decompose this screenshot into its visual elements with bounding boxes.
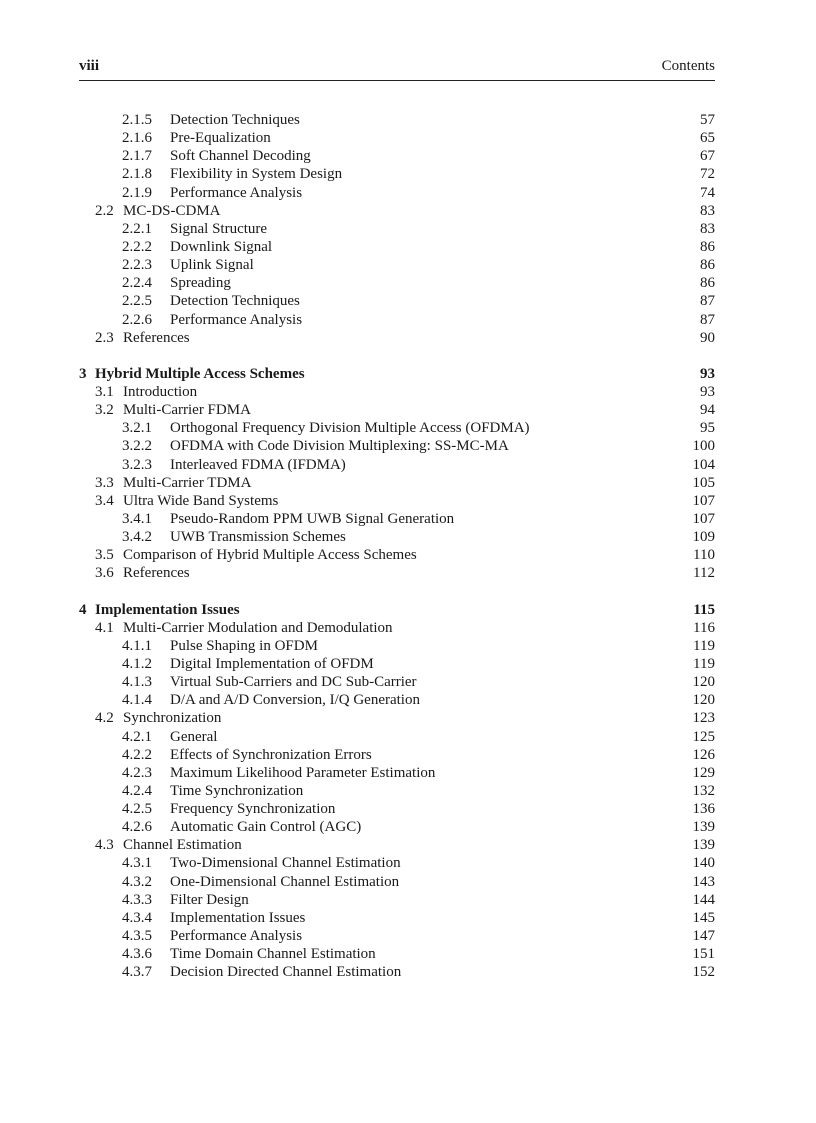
toc-entry-page: 86 [700, 275, 715, 292]
toc-entry-number: 3.6 [95, 565, 114, 582]
toc-section-entry[interactable] [79, 329, 715, 347]
toc-subsection-entry[interactable] [79, 800, 715, 818]
toc-subsection-entry[interactable] [79, 311, 715, 329]
toc-entry-number: 2.1.8 [122, 166, 152, 183]
toc-entry-title: Detection Techniques [170, 293, 300, 310]
toc-entry-page: 120 [692, 674, 715, 691]
toc-entry-number: 3.2 [95, 402, 114, 419]
toc-entry-page: 145 [692, 909, 715, 926]
toc-entry-title: Comparison of Hybrid Multiple Access Schemes [123, 547, 417, 564]
toc-entry-number: 2.1.5 [122, 112, 152, 128]
toc-entry-number: 2.2.6 [122, 311, 152, 328]
toc-entry-page: 90 [700, 329, 715, 346]
toc-entry-title: Implementation Issues [170, 909, 306, 926]
toc-entry-page: 74 [700, 184, 715, 201]
toc-entry-number: 2.2.4 [122, 275, 152, 292]
toc-entry-number: 2.2.3 [122, 257, 152, 274]
toc-entry-number: 2.2.5 [122, 293, 152, 310]
toc-chapter-entry[interactable] [79, 365, 715, 383]
toc-entry-number: 4.1.3 [122, 674, 152, 691]
toc-entry-page: 125 [692, 728, 715, 745]
toc-subsection-entry[interactable] [79, 165, 715, 183]
toc-section-entry[interactable] [79, 564, 715, 582]
toc-entry-number: 4 [79, 601, 87, 618]
toc-entry-title: OFDMA with Code Division Multiplexing: SS-MC-MA [170, 438, 509, 455]
toc-subsection-entry[interactable] [79, 637, 715, 655]
toc-section-entry[interactable] [79, 492, 715, 510]
toc-entry-page: 116 [693, 619, 715, 636]
toc-entry-page: 140 [692, 855, 715, 872]
toc-subsection-entry[interactable] [79, 147, 715, 165]
toc-entry-page: 139 [692, 819, 715, 836]
toc-section-entry[interactable] [79, 401, 715, 419]
toc-section-entry[interactable] [79, 619, 715, 637]
toc-entry-number: 3.5 [95, 547, 114, 564]
toc-entry-page: 147 [692, 928, 715, 945]
table-of-contents [79, 111, 715, 981]
toc-subsection-entry[interactable] [79, 184, 715, 202]
toc-entry-title: UWB Transmission Schemes [170, 529, 346, 546]
chapter-spacer [79, 583, 715, 601]
toc-entry-number: 3.2.3 [122, 456, 152, 473]
toc-subsection-entry[interactable] [79, 854, 715, 872]
toc-entry-title: Performance Analysis [170, 184, 303, 201]
toc-subsection-entry[interactable] [79, 691, 715, 709]
toc-entry-title: Pulse Shaping in OFDM [170, 637, 318, 654]
toc-entry-page: 126 [692, 746, 715, 763]
toc-subsection-entry[interactable] [79, 456, 715, 474]
toc-entry-number: 4.3.4 [122, 909, 152, 926]
toc-subsection-entry[interactable] [79, 510, 715, 528]
toc-entry-title: Digital Implementation of OFDM [170, 655, 374, 672]
toc-section-entry[interactable] [79, 202, 715, 220]
toc-entry-number: 4.2.2 [122, 746, 152, 763]
toc-entry-page: 136 [692, 801, 715, 818]
toc-entry-title: Introduction [123, 383, 198, 400]
toc-entry-title: Pre-Equalization [170, 130, 271, 147]
toc-subsection-entry[interactable] [79, 873, 715, 891]
toc-entry-title: General [170, 728, 218, 745]
toc-entry-page: 57 [700, 112, 715, 128]
toc-section-entry[interactable] [79, 709, 715, 727]
toc-entry-page: 83 [700, 220, 715, 237]
toc-entry-page: 95 [700, 420, 715, 437]
toc-entry-number: 4.3 [95, 837, 114, 854]
toc-entry-title: References [123, 329, 190, 346]
toc-entry-page: 94 [700, 402, 715, 419]
toc-entry-number: 4.2.4 [122, 782, 152, 799]
toc-entry-title: Multi-Carrier TDMA [123, 474, 252, 491]
toc-entry-page: 107 [692, 510, 715, 527]
toc-entry-number: 4.3.5 [122, 928, 152, 945]
toc-entry-title: Hybrid Multiple Access Schemes [95, 365, 305, 382]
toc-entry-page: 129 [692, 764, 715, 781]
toc-entry-page: 65 [700, 130, 715, 147]
toc-entry-title: Soft Channel Decoding [170, 148, 311, 165]
toc-entry-number: 4.2 [95, 710, 114, 727]
toc-entry-title: Time Synchronization [170, 782, 304, 799]
toc-subsection-entry[interactable] [79, 728, 715, 746]
toc-entry-number: 3.4 [95, 492, 114, 509]
toc-entry-page: 119 [693, 637, 715, 654]
toc-entry-number: 2.2.2 [122, 238, 152, 255]
toc-entry-number: 2.2 [95, 202, 114, 219]
toc-entry-page: 152 [692, 964, 715, 981]
toc-subsection-entry[interactable] [79, 528, 715, 546]
toc-subsection-entry[interactable] [79, 419, 715, 437]
chapter-spacer [79, 347, 715, 365]
page-number: viii [79, 58, 100, 74]
toc-subsection-entry[interactable] [79, 909, 715, 927]
toc-entry-title: Filter Design [170, 891, 249, 908]
toc-section-entry[interactable] [79, 474, 715, 492]
toc-subsection-entry[interactable] [79, 238, 715, 256]
toc-subsection-entry[interactable] [79, 927, 715, 945]
toc-entry-title: Effects of Synchronization Errors [170, 746, 372, 763]
toc-entry-number: 3.1 [95, 383, 114, 400]
toc-entry-title: Time Domain Channel Estimation [170, 946, 376, 963]
toc-entry-title: Channel Estimation [123, 837, 242, 854]
toc-entry-page: 119 [693, 655, 715, 672]
toc-entry-title: MC-DS-CDMA [123, 202, 221, 219]
toc-entry-number: 2.1.9 [122, 184, 152, 201]
toc-entry-page: 93 [700, 365, 715, 382]
toc-entry-number: 2.2.1 [122, 220, 152, 237]
toc-entry-title: Maximum Likelihood Parameter Estimation [170, 764, 436, 781]
toc-entry-title: Signal Structure [170, 220, 268, 237]
toc-entry-title: One-Dimensional Channel Estimation [170, 873, 400, 890]
toc-subsection-entry[interactable] [79, 891, 715, 909]
toc-entry-number: 2.3 [95, 329, 114, 346]
toc-section-entry[interactable] [79, 836, 715, 854]
toc-entry-number: 4.3.2 [122, 873, 152, 890]
toc-entry-number: 4.3.7 [122, 964, 152, 981]
toc-entry-page: 104 [692, 456, 715, 473]
toc-chapter-entry[interactable] [79, 601, 715, 619]
toc-entry-title: Orthogonal Frequency Division Multiple Access (OFDMA) [170, 420, 530, 437]
toc-entry-page: 83 [700, 202, 715, 219]
toc-entry-page: 132 [692, 782, 715, 799]
toc-entry-number: 4.3.3 [122, 891, 152, 908]
toc-subsection-entry[interactable] [79, 655, 715, 673]
toc-entry-page: 105 [692, 474, 715, 491]
toc-entry-number: 3.4.1 [122, 510, 152, 527]
toc-entry-page: 87 [700, 311, 715, 328]
toc-entry-page: 86 [700, 238, 715, 255]
toc-entry-page: 72 [700, 166, 715, 183]
toc-entry-page: 151 [692, 946, 715, 963]
toc-subsection-entry[interactable] [79, 437, 715, 455]
toc-entry-number: 4.2.3 [122, 764, 152, 781]
toc-entry-page: 93 [700, 383, 715, 400]
toc-entry-title: Automatic Gain Control (AGC) [170, 819, 362, 836]
toc-subsection-entry[interactable] [79, 764, 715, 782]
toc-entry-number: 4.2.1 [122, 728, 152, 745]
toc-entry-number: 3 [79, 365, 87, 382]
toc-entry-title: Ultra Wide Band Systems [123, 492, 279, 509]
toc-entry-page: 139 [692, 837, 715, 854]
toc-entry-number: 4.3.1 [122, 855, 152, 872]
toc-entry-number: 4.1 [95, 619, 114, 636]
toc-entry-number: 2.1.7 [122, 148, 152, 165]
toc-entry-number: 3.3 [95, 474, 114, 491]
toc-entry-title: Performance Analysis [170, 928, 303, 945]
toc-entry-title: Detection Techniques [170, 112, 300, 128]
toc-entry-page: 115 [693, 601, 715, 618]
toc-entry-page: 86 [700, 257, 715, 274]
toc-entry-page: 110 [693, 547, 715, 564]
toc-entry-title: Decision Directed Channel Estimation [170, 964, 402, 981]
toc-subsection-entry[interactable] [79, 111, 715, 129]
toc-entry-number: 2.1.6 [122, 130, 152, 147]
toc-subsection-entry[interactable] [79, 818, 715, 836]
toc-entry-number: 4.2.5 [122, 801, 152, 818]
toc-entry-title: Synchronization [123, 710, 222, 727]
toc-entry-page: 100 [692, 438, 715, 455]
toc-entry-title: Flexibility in System Design [170, 166, 343, 183]
toc-entry-title: Pseudo-Random PPM UWB Signal Generation [170, 510, 455, 527]
toc-entry-number: 4.1.2 [122, 655, 152, 672]
toc-entry-number: 4.3.6 [122, 946, 152, 963]
toc-entry-title: Multi-Carrier FDMA [123, 402, 251, 419]
toc-section-entry[interactable] [79, 546, 715, 564]
toc-entry-title: Multi-Carrier Modulation and Demodulation [123, 619, 393, 636]
toc-entry-page: 123 [692, 710, 715, 727]
toc-entry-title: Frequency Synchronization [170, 801, 336, 818]
toc-subsection-entry[interactable] [79, 782, 715, 800]
toc-entry-page: 144 [692, 891, 715, 908]
toc-entry-title: References [123, 565, 190, 582]
toc-entry-page: 67 [700, 148, 715, 165]
toc-entry-page: 109 [692, 529, 715, 546]
toc-entry-number: 4.1.4 [122, 692, 152, 709]
toc-entry-title: Two-Dimensional Channel Estimation [170, 855, 401, 872]
toc-section-entry[interactable] [79, 383, 715, 401]
toc-subsection-entry[interactable] [79, 673, 715, 691]
page-header [79, 58, 715, 81]
toc-entry-title: Downlink Signal [170, 238, 273, 255]
toc-subsection-entry[interactable] [79, 129, 715, 147]
toc-subsection-entry[interactable] [79, 220, 715, 238]
toc-entry-title: Virtual Sub-Carriers and DC Sub-Carrier [170, 674, 417, 691]
toc-entry-title: Implementation Issues [95, 601, 240, 618]
toc-entry-number: 3.2.2 [122, 438, 152, 455]
toc-subsection-entry[interactable] [79, 746, 715, 764]
toc-entry-title: Uplink Signal [170, 257, 254, 274]
toc-entry-title: Interleaved FDMA (IFDMA) [170, 456, 346, 473]
toc-subsection-entry[interactable] [79, 945, 715, 963]
toc-entry-page: 107 [692, 492, 715, 509]
toc-subsection-entry[interactable] [79, 256, 715, 274]
toc-entry-page: 120 [692, 692, 715, 709]
toc-entry-title: D/A and A/D Conversion, I/Q Generation [170, 692, 420, 709]
toc-entry-title: Performance Analysis [170, 311, 303, 328]
running-title: Contents [661, 58, 715, 74]
toc-subsection-entry[interactable] [79, 963, 715, 981]
toc-entry-page: 143 [692, 873, 715, 890]
toc-entry-title: Spreading [170, 275, 231, 292]
toc-entry-number: 3.4.2 [122, 529, 152, 546]
toc-entry-page: 87 [700, 293, 715, 310]
toc-subsection-entry[interactable] [79, 274, 715, 292]
toc-entry-number: 3.2.1 [122, 420, 152, 437]
toc-entry-page: 112 [693, 565, 715, 582]
toc-subsection-entry[interactable] [79, 292, 715, 310]
toc-entry-number: 4.2.6 [122, 819, 152, 836]
toc-entry-number: 4.1.1 [122, 637, 152, 654]
